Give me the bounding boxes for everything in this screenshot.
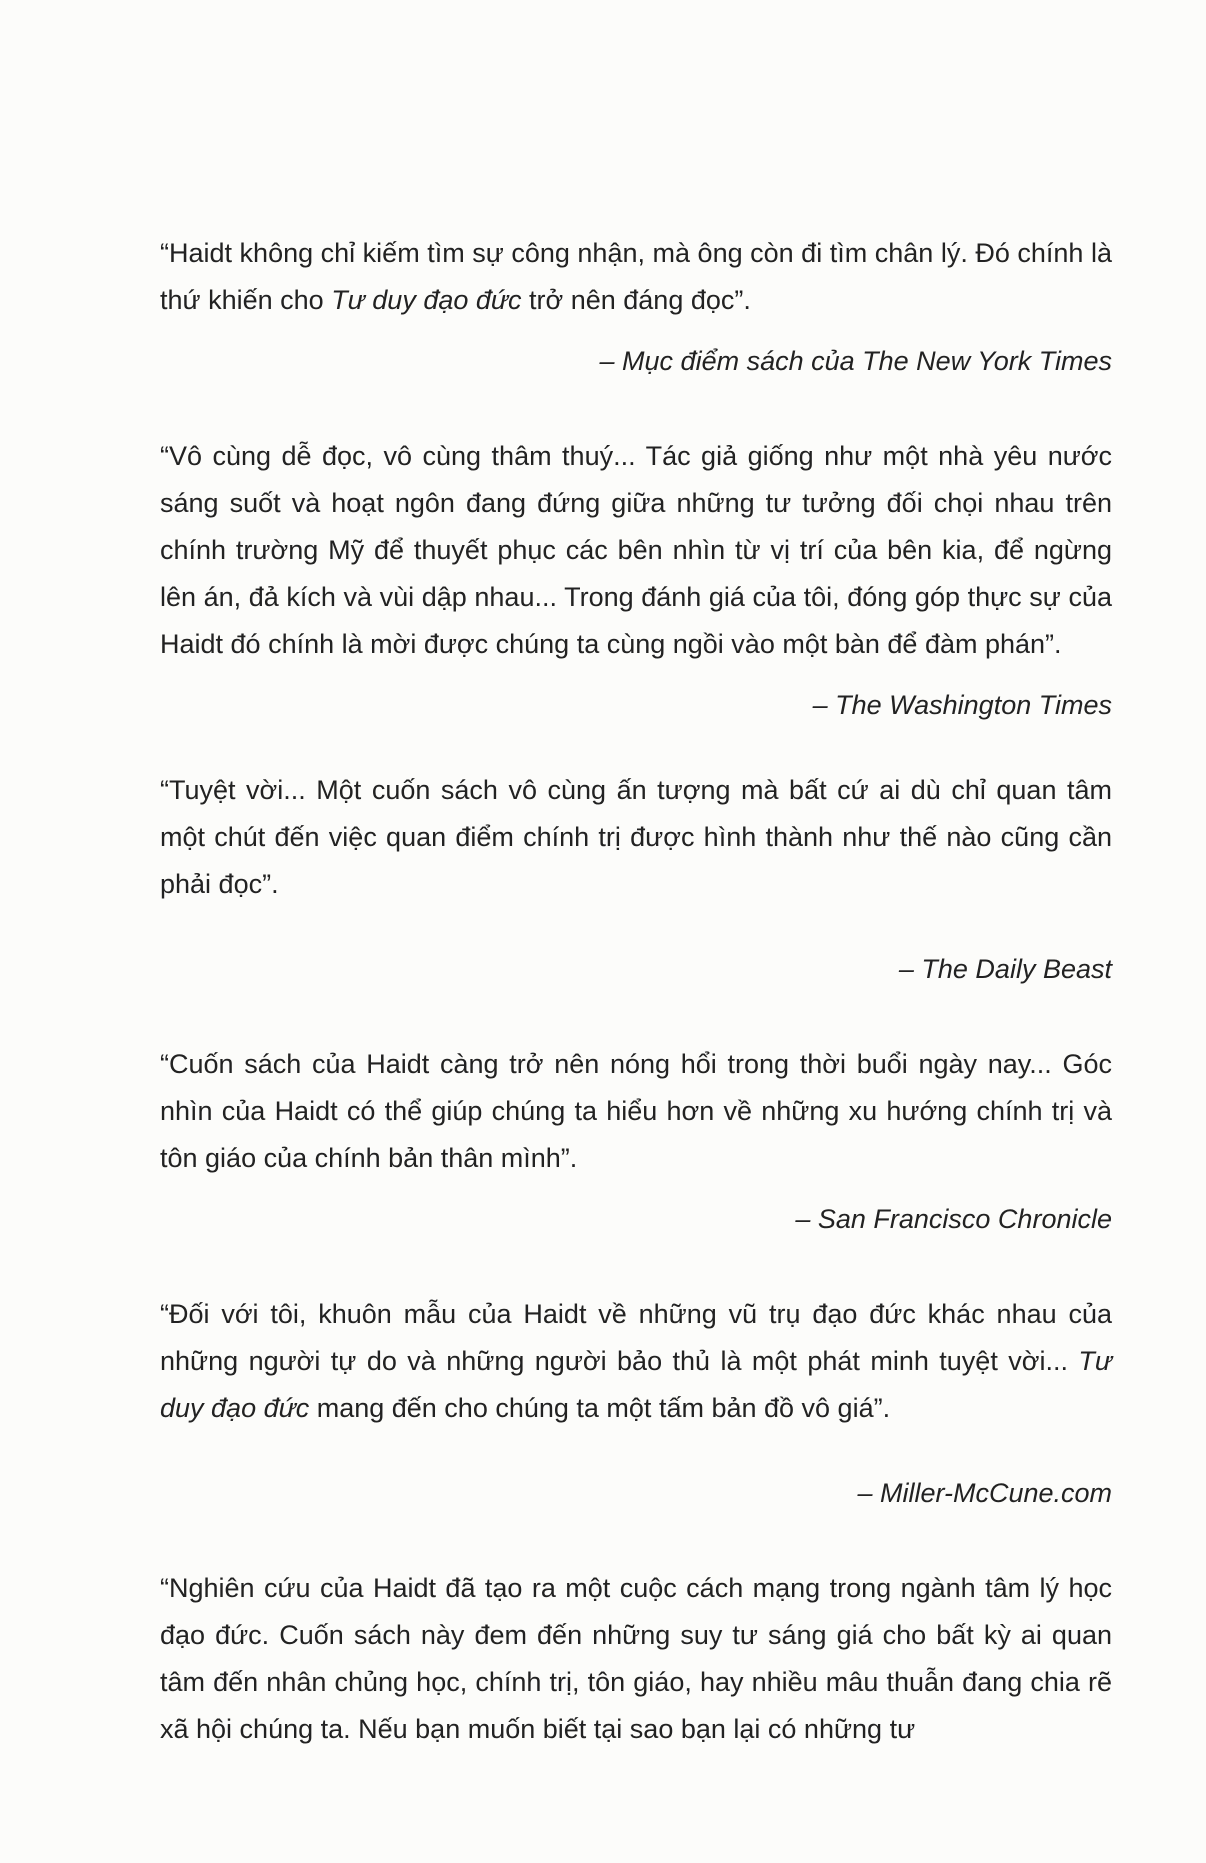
review-quote-1: “Haidt không chỉ kiếm tìm sự công nhận, mà ông còn đi tìm chân lý. Đó chính là thứ khiến cho Tư duy đạo đức trở nên đáng đọc”. <box>160 238 1112 315</box>
review-quote-6: “Nghiên cứu của Haidt đã tạo ra một cuộc cách mạng trong ngành tâm lý học đạo đức. Cuốn sách này đem đến những suy tư sáng giá cho bất kỳ ai quan tâm đến nhân chủng học, chính trị, tôn giáo, hay nhiều mâu thuẫn đang chia rẽ xã hội chúng ta. Nếu bạn muốn biết tại sao bạn lại có những tư <box>160 1573 1112 1744</box>
book-title-italic: Tư duy đạo đức <box>331 285 522 315</box>
review-quote-4: “Cuốn sách của Haidt càng trở nên nóng hổi trong thời buổi ngày nay... Góc nhìn của Haidt có thể giúp chúng ta hiểu hơn về những xu hướng chính trị và tôn giáo của chính bản thân mình”. <box>160 1049 1112 1173</box>
book-title-italic: Tư duy đạo đức <box>160 1346 1112 1423</box>
review-quote-3: “Tuyệt vời... Một cuốn sách vô cùng ấn tượng mà bất cứ ai dù chỉ quan tâm một chút đến việc quan điểm chính trị được hình thành như thế nào cũng cần phải đọc”. <box>160 775 1112 899</box>
reviews-section <box>160 230 1112 1753</box>
review-attribution-4: – San Francisco Chronicle <box>795 1204 1112 1234</box>
review-quote-2: “Vô cùng dễ đọc, vô cùng thâm thuý... Tác giả giống như một nhà yêu nước sáng suốt và hoạt ngôn đang đứng giữa những tư tưởng đối chọi nhau trên chính trường Mỹ để thuyết phục các bên nhìn từ vị trí của bên kia, để ngừng lên án, đả kích và vùi dập nhau... Trong đánh giá của tôi, đóng góp thực sự của Haidt đó chính là mời được chúng ta cùng ngồi vào một bàn để đàm phán”. <box>160 441 1112 659</box>
review-attribution-1: – Mục điểm sách của The New York Times <box>599 346 1112 376</box>
review-attribution-3: – The Daily Beast <box>898 954 1112 984</box>
review-quote-5: “Đối với tôi, khuôn mẫu của Haidt về những vũ trụ đạo đức khác nhau của những người tự do và những người bảo thủ là một phát minh tuyệt vời... Tư duy đạo đức mang đến cho chúng ta một tấm bản đồ vô giá”. <box>160 1299 1112 1423</box>
review-attribution-2: – The Washington Times <box>812 690 1112 720</box>
review-attribution-5: – Miller-McCune.com <box>857 1478 1112 1508</box>
